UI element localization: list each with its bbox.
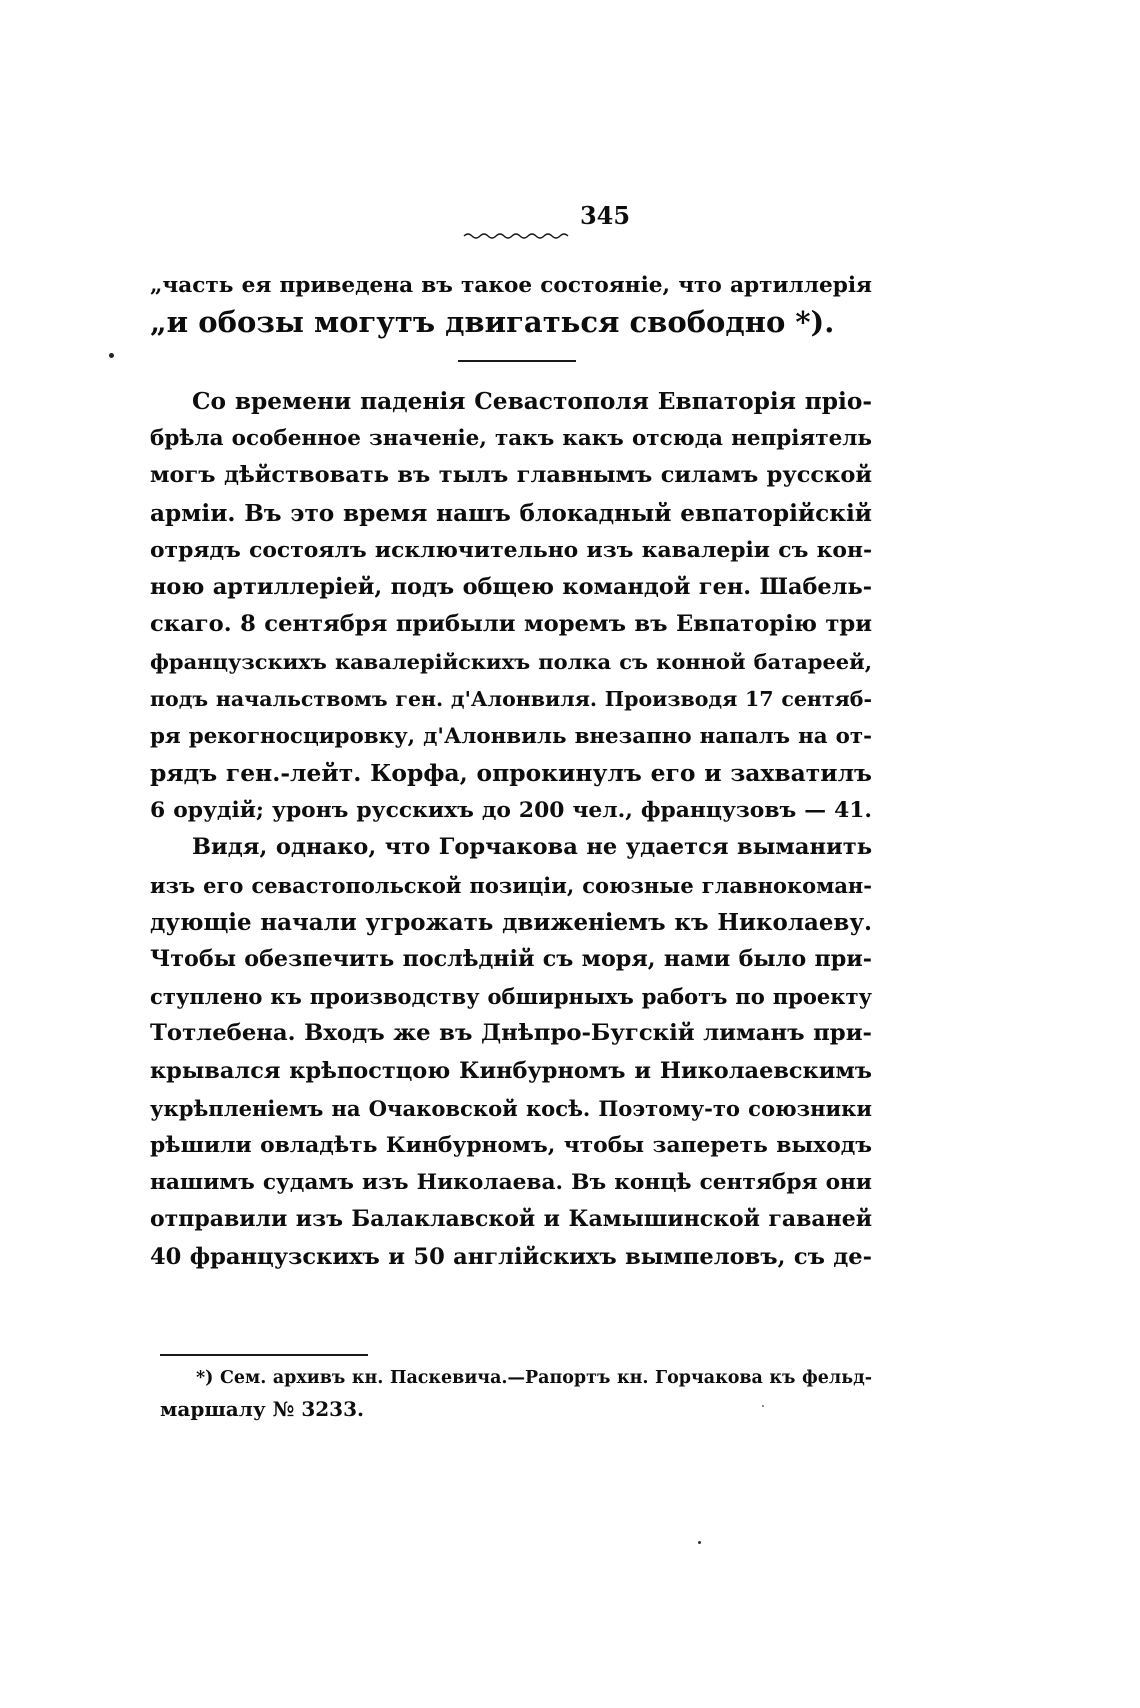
text-line: ступлено къ производству обширныхъ работъ по проекту [150, 984, 872, 1010]
text-line: французскихъ кавалерійскихъ полка съ конной батареей, [150, 649, 872, 675]
text-line: могъ дѣйствовать въ тылъ главнымъ силамъ русской [150, 462, 872, 489]
paragraph-2 [150, 829, 872, 1275]
text-line: 40 французскихъ и 50 англійскихъ вымпеловъ, съ де- [150, 1243, 872, 1270]
footnote-separator [160, 1354, 368, 1356]
text-line: Тотлебена. Входъ же въ Днѣпро-Бугскій лиманъ при- [150, 1020, 872, 1047]
text-line: укрѣпленіемъ на Очаковской косѣ. Поэтому-то союзники [150, 1095, 872, 1121]
quote-line: „и обозы могутъ двигаться свободно *). [150, 305, 835, 340]
main-text [150, 383, 872, 1276]
footnote-line: *) Сем. архивъ кн. Паскевича.—Рапортъ кн. Горчакова къ фельд- [196, 1368, 872, 1388]
text-line: изъ его севастопольской позиціи, союзные главнокоман- [150, 872, 872, 898]
stray-dot [109, 353, 114, 358]
text-line: брѣла особенное значеніе, такъ какъ отсюда непріятель [150, 426, 872, 452]
text-line: дующіе начали угрожать движеніемъ къ Николаеву. [150, 908, 872, 936]
text-line: Со времени паденія Севастополя Евпаторія пріо- [192, 388, 872, 415]
text-line: отрядъ состоялъ исключительно изъ кавалеріи съ кон- [150, 536, 872, 563]
text-line: скаго. 8 сентября прибыли моремъ въ Евпаторію три [150, 611, 872, 638]
page-number: 345 [579, 201, 631, 230]
page-number-ornament [462, 232, 572, 240]
text-line: нашимъ судамъ изъ Николаева. Въ концѣ сентября они [150, 1170, 872, 1196]
text-line: крывался крѣпостцою Кинбурномъ и Николаевскимъ [150, 1057, 872, 1084]
text-line: отправили изъ Балаклавской и Камышинской гаваней [150, 1206, 872, 1233]
text-line: рѣшили овладѣть Кинбурномъ, чтобы запереть выходъ [150, 1133, 872, 1159]
footnote-line: маршалу № 3233. [160, 1397, 364, 1421]
text-line: Чтобы обезпечить послѣдній съ моря, нами было при- [150, 946, 872, 973]
text-line: ною артиллеріей, подъ общею командой ген. Шабель- [150, 574, 872, 601]
text-line: Видя, однако, что Горчакова не удается выманить [192, 834, 872, 861]
stray-dot [762, 1405, 764, 1407]
quote-paragraph [150, 267, 872, 341]
text-line: рядъ ген.-лейт. Корфа, опрокинулъ его и захватилъ [150, 759, 872, 788]
text-line: ря рекогносцировку, д'Алонвиль внезапно напалъ на от- [150, 723, 872, 749]
text-line: подъ начальствомъ ген. д'Алонвиля. Производя 17 сентяб- [150, 686, 872, 711]
paragraph-1 [150, 383, 872, 829]
quote-line: „часть ея приведена въ такое состояніе, что артиллерія [150, 273, 872, 298]
stray-dot [698, 1541, 701, 1544]
footnote [160, 1363, 872, 1425]
text-line: 6 орудій; уронъ русскихъ до 200 чел., французовъ — 41. [150, 798, 872, 824]
text-line: арміи. Въ это время нашъ блокадный евпаторійскій [150, 499, 872, 527]
section-separator [458, 360, 576, 362]
